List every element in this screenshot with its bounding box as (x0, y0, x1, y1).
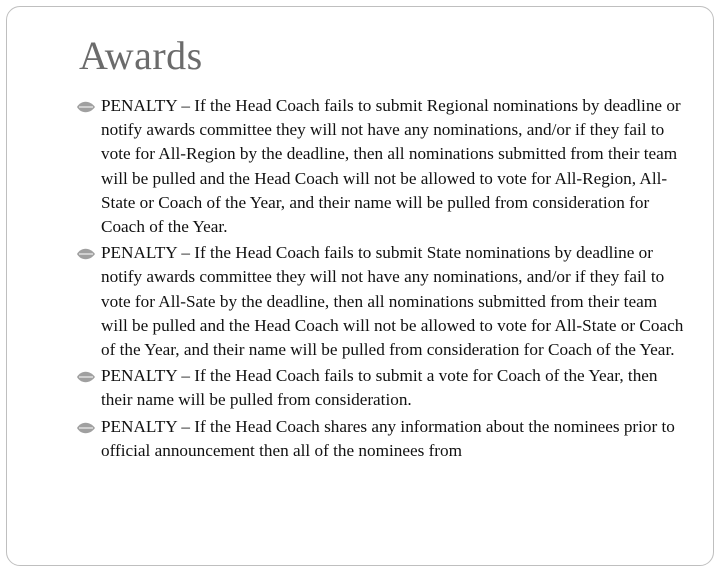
bullet-text: PENALTY – If the Head Coach fails to submit a vote for Coach of the Year, then their name will be pulled from consideration. (101, 366, 658, 410)
bullet-text: PENALTY – If the Head Coach fails to submit Regional nominations by deadline or notify awards committee they will not have any nominations, and/or if they fail to vote for All-Region by the deadline, then all nominations submitted from their team will be pulled and the Head Coach will not be allowed to vote for All-Region, All-State or Coach of the Year, and their name will be pulled from consideration for Coach of the Year. (101, 96, 681, 237)
slide-title: Awards (79, 33, 203, 78)
bullet-list (76, 94, 686, 465)
bullet-text: PENALTY – If the Head Coach shares any information about the nominees prior to official announcement then all of the nominees from (101, 416, 675, 460)
bullet-item (76, 241, 686, 362)
leaf-bullet-icon (76, 371, 96, 383)
leaf-bullet-icon (76, 248, 96, 260)
leaf-bullet-icon (76, 101, 96, 113)
bullet-item (76, 364, 686, 412)
bullet-item (76, 415, 686, 463)
leaf-bullet-icon (76, 422, 96, 434)
bullet-text: PENALTY – If the Head Coach fails to submit State nominations by deadline or notify awards committee they will not have any nominations, and/or if they fail to vote for All-Sate by the deadline, then all nominations submitted from their team will be pulled and the Head Coach will not be allowed to vote for All-State or Coach of the Year, and their name will be pulled from consideration for Coach of the Year. (101, 243, 684, 360)
bullet-item (76, 94, 686, 239)
